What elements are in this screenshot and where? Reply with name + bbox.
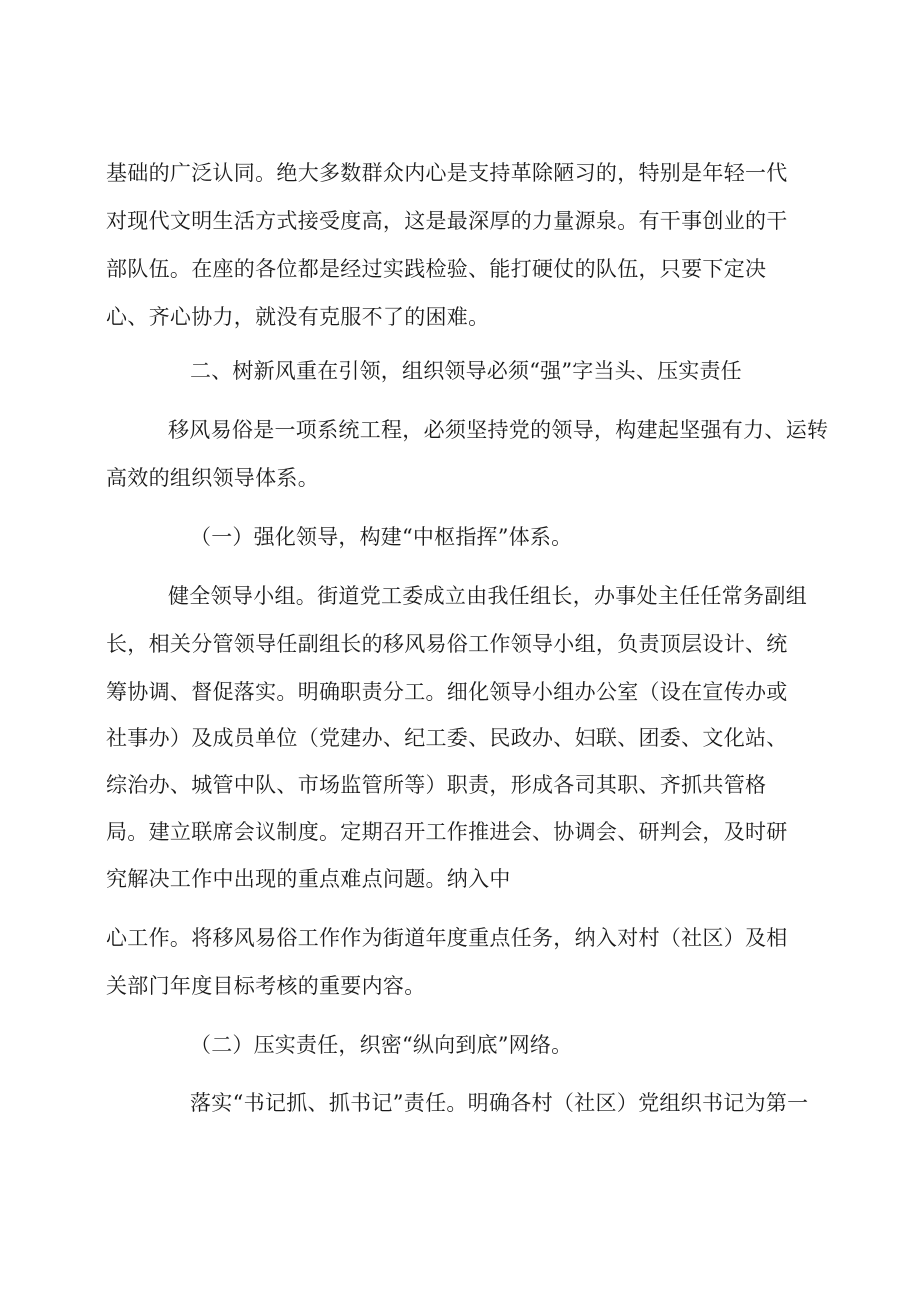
paragraph-line: 究解决工作中出现的重点难点问题。纳入中 [106, 867, 511, 891]
paragraph-line: 筹协调、督促落实。明确职责分工。细化领导小组办公室（设在宣传办或 [106, 680, 788, 704]
paragraph-line: 长，相关分管领导任副组长的移风易俗工作领导小组，负责顶层设计、统 [106, 632, 788, 656]
paragraph-line: 心工作。将移风易俗工作作为街道年度重点任务，纳入对村（社区）及相 [106, 926, 788, 950]
paragraph-line: 对现代文明生活方式接受度高，这是最深厚的力量源泉。有干事创业的干 [106, 209, 788, 233]
paragraph-line: 社事办）及成员单位（党建办、纪工委、民政办、妇联、团委、文化站、 [106, 726, 788, 750]
paragraph-line: 健全领导小组。街道党工委成立由我任组长，办事处主任任常务副组 [168, 584, 807, 608]
paragraph-line: 部队伍。在座的各位都是经过实践检验、能打硬仗的队伍，只要下定决 [106, 257, 767, 281]
subsection-heading: （二）压实责任，织密“纵向到底”网络。 [190, 1033, 573, 1057]
paragraph-line: 移风易俗是一项系统工程，必须坚持党的领导，构建起坚强有力、运转 [168, 418, 829, 442]
subsection-heading: （一）强化领导，构建“中枢指挥”体系。 [190, 525, 573, 549]
paragraph-line: 高效的组织领导体系。 [106, 466, 319, 490]
paragraph-line: 落实“书记抓、抓书记”责任。明确各村（社区）党组织书记为第一 [190, 1091, 809, 1115]
paragraph-line: 关部门年度目标考核的重要内容。 [106, 974, 426, 998]
section-heading: 二、树新风重在引领，组织领导必须“强”字当头、压实责任 [190, 359, 742, 383]
paragraph-line: 局。建立联席会议制度。定期召开工作推进会、协调会、研判会，及时研 [106, 820, 788, 844]
paragraph-line: 心、齐心协力，就没有克服不了的困难。 [106, 305, 490, 329]
paragraph-line: 综治办、城管中队、市场监管所等）职责，形成各司其职、齐抓共管格 [106, 773, 767, 797]
paragraph-line: 基础的广泛认同。绝大多数群众内心是支持革除陋习的，特别是年轻一代 [106, 161, 788, 185]
